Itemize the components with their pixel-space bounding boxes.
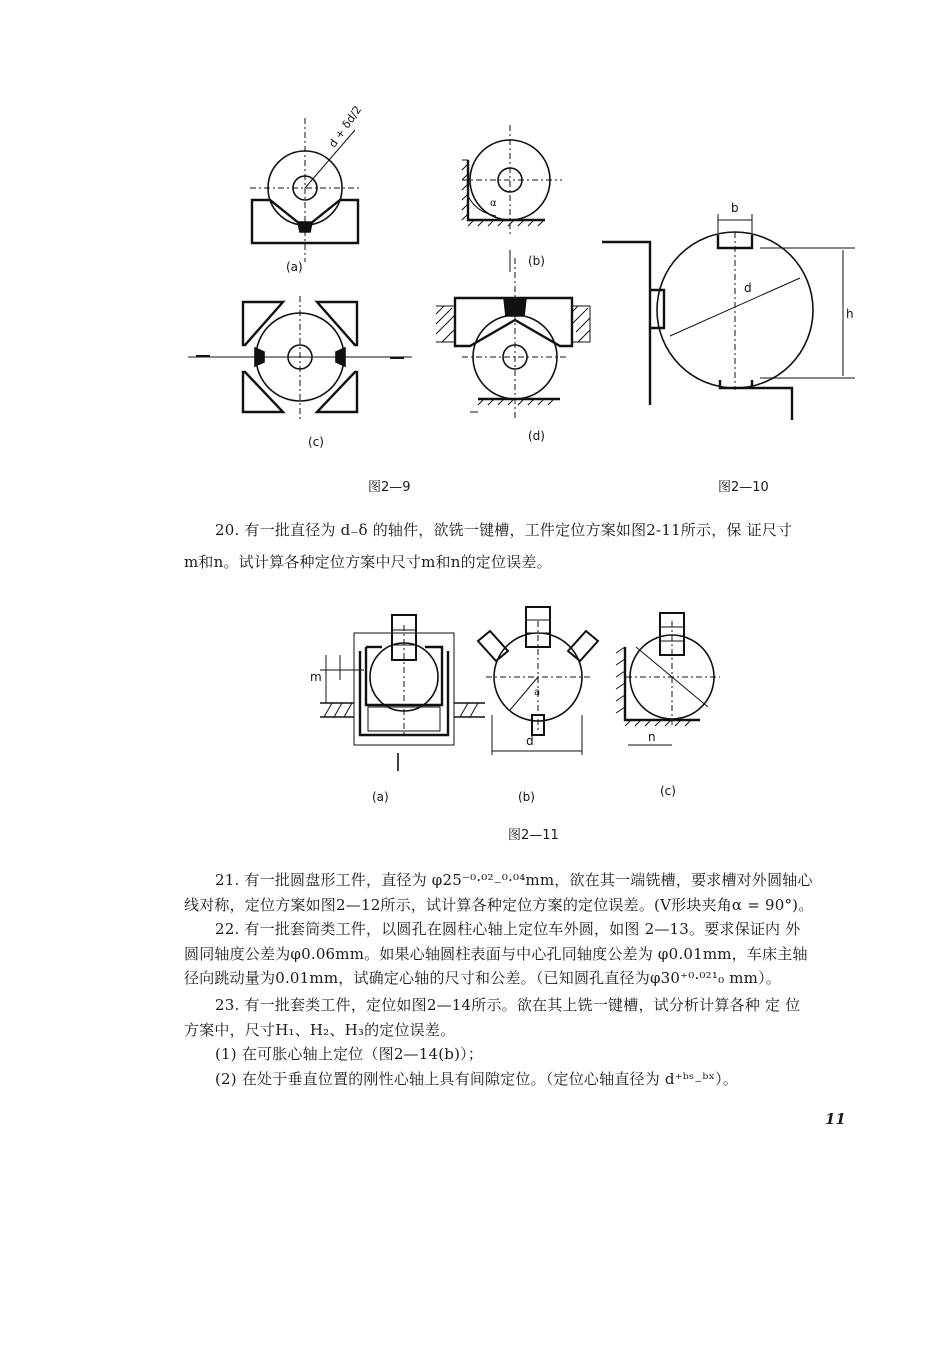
fig2-11b-drawing bbox=[478, 607, 598, 755]
fig2-9a-dim: d + δd/2 bbox=[326, 103, 365, 150]
fig2-11-dim-a: a bbox=[534, 687, 541, 698]
figure-2-11 bbox=[300, 585, 740, 815]
fig2-9b-label: (b) bbox=[528, 254, 545, 268]
fig2-9d-label: (d) bbox=[528, 429, 545, 443]
page-number: 11 bbox=[825, 1110, 846, 1128]
fig2-9a-label: (a) bbox=[286, 260, 303, 274]
fig2-9b-angle: α bbox=[490, 198, 497, 209]
fig2-11b-label: (b) bbox=[518, 790, 535, 804]
problem-22-line-1: 22. 有一批套筒类工件，以圆孔在圆柱心轴上定位车外圆，如图 2—13。要求保证内 外 bbox=[215, 920, 801, 938]
fig2-11c-drawing bbox=[616, 613, 720, 745]
figure-2-9-and-2-10 bbox=[0, 0, 952, 520]
fig2-11-dim-m: m bbox=[310, 670, 322, 684]
fig2-10-drawing bbox=[602, 214, 855, 420]
problem-23-item-2: (2) 在处于垂直位置的刚性心轴上具有间隙定位。（定位心轴直径为 d⁺ᵇˢ₋ᵇˣ）。 bbox=[215, 1070, 739, 1088]
problem-23-line-2: 方案中，尺寸H₁、H₂、H₃的定位误差。 bbox=[184, 1021, 456, 1039]
fig2-10-dim-b: b bbox=[731, 201, 739, 215]
problem-23-line-1: 23. 有一批套类工件，定位如图2—14所示。欲在其上铣一键槽，试分析计算各种 定 位 bbox=[215, 996, 801, 1014]
fig2-10-dim-d: d bbox=[744, 281, 752, 295]
fig2-9-caption: 图2—9 bbox=[368, 480, 411, 495]
problem-20-line-2: m和n。试计算各种定位方案中尺寸m和n的定位误差。 bbox=[184, 553, 552, 571]
fig2-10-caption: 图2—10 bbox=[718, 480, 769, 495]
problem-22-line-2: 圆同轴度公差为φ0.06mm。如果心轴圆柱表面与中心孔同轴度公差为 φ0.01mm，车床主轴 bbox=[184, 945, 808, 963]
fig2-11c-label: (c) bbox=[660, 784, 676, 798]
fig2-11-dim-d: d bbox=[526, 734, 534, 748]
problem-20-line-1: 20. 有一批直径为 d₋δ 的轴件，欲铣一键槽，工件定位方案如图2-11所示，保 证尺寸 bbox=[215, 521, 793, 539]
fig2-11a-drawing bbox=[320, 615, 485, 771]
problem-22-line-3: 径向跳动量为0.01mm，试确定心轴的尺寸和公差。（已知圆孔直径为φ30⁺⁰·⁰²¹₀ mm）。 bbox=[184, 969, 782, 987]
fig2-11-dim-n: n bbox=[648, 730, 656, 744]
fig2-9c-drawing bbox=[188, 296, 412, 422]
fig2-11a-label: (a) bbox=[372, 790, 389, 804]
problem-21-line-1: 21. 有一批圆盘形工件，直径为 φ25⁻⁰·⁰²₋⁰·⁰⁴mm，欲在其一端铣槽，要求槽对外圆轴心 bbox=[215, 871, 813, 889]
problem-23-item-1: (1) 在可胀心轴上定位（图2—14(b)）； bbox=[215, 1045, 484, 1063]
fig2-11-caption: 图2—11 bbox=[508, 828, 559, 843]
fig2-9d-drawing bbox=[436, 258, 590, 420]
fig2-9b-drawing bbox=[462, 125, 562, 272]
fig2-9c-label: (c) bbox=[308, 435, 324, 449]
problem-21-line-2: 线对称，定位方案如图2—12所示，试计算各种定位方案的定位误差。(V形块夹角α = 90°)。 bbox=[184, 896, 814, 914]
fig2-10-dim-h: h bbox=[846, 307, 854, 321]
